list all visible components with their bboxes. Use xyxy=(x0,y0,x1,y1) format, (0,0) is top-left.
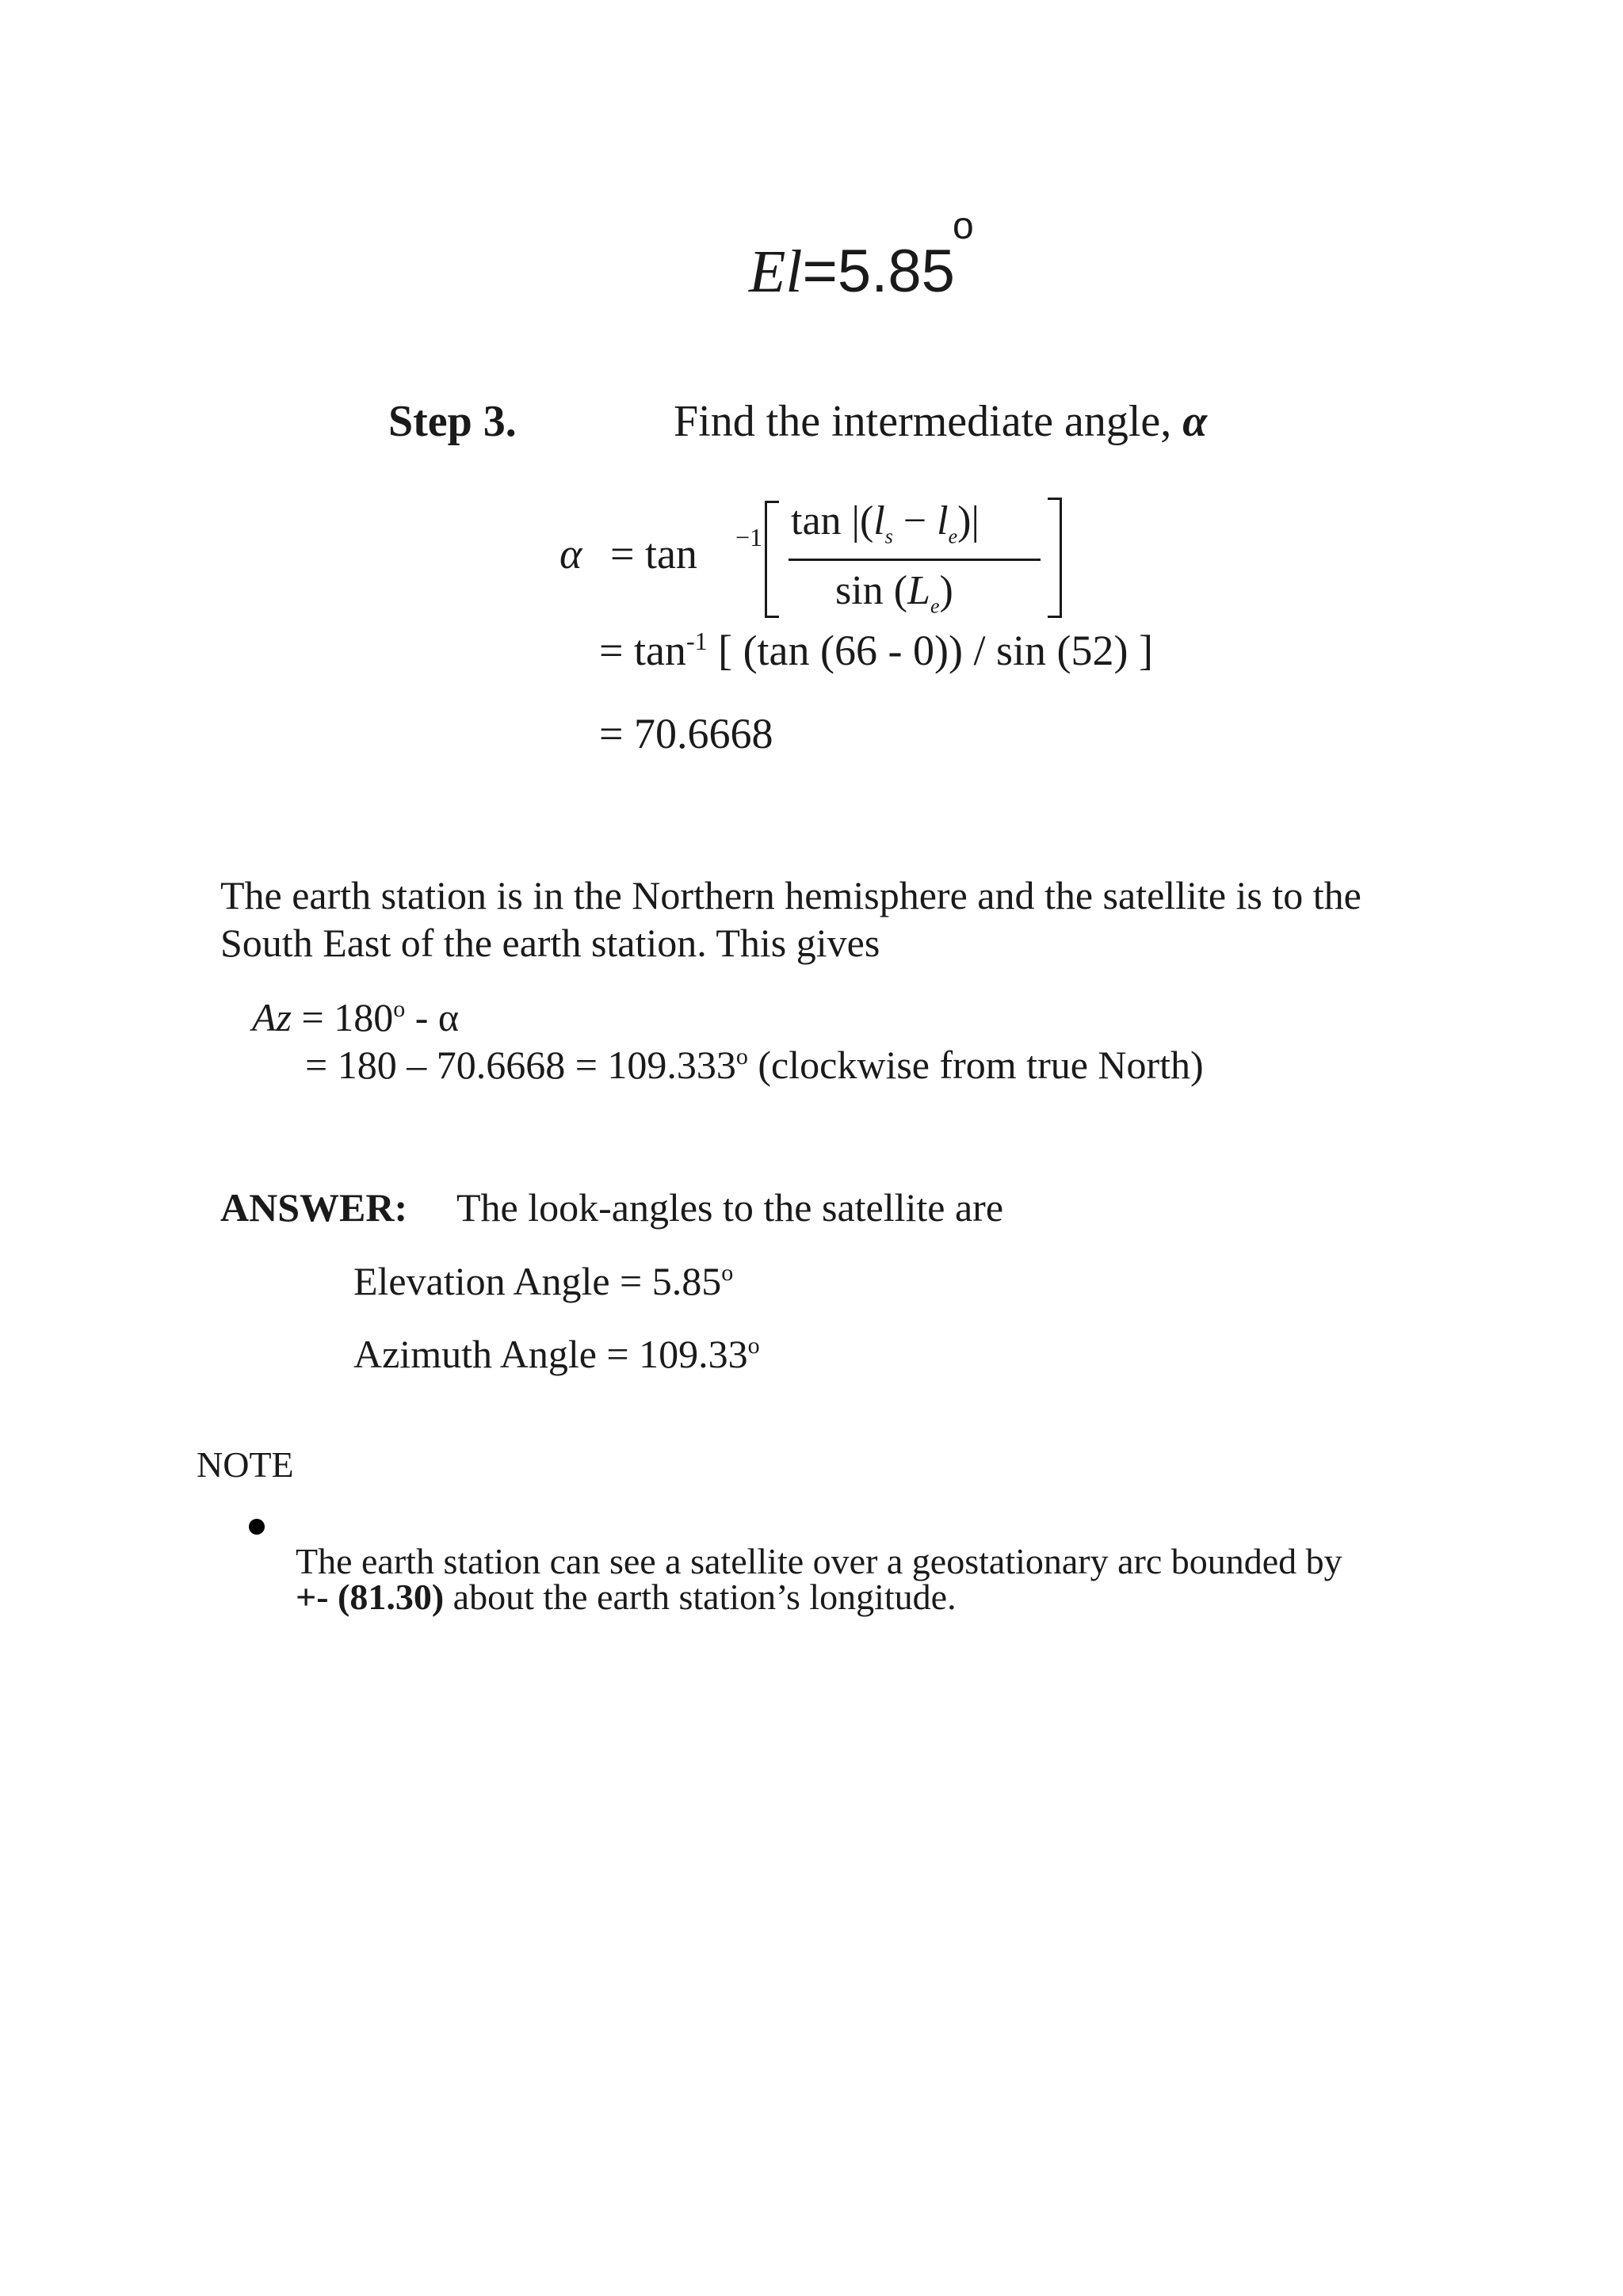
answer-text: The look-angles to the satellite are xyxy=(456,1185,1004,1230)
step-description-text: Find the intermediate angle, xyxy=(674,397,1183,446)
bullet-icon xyxy=(249,1519,265,1535)
step-description xyxy=(674,396,1207,447)
note-heading: NOTE xyxy=(197,1444,294,1485)
right-bracket-vertical xyxy=(1060,498,1062,618)
answer-label: ANSWER: xyxy=(220,1185,408,1230)
left-bracket-bottom xyxy=(765,616,779,618)
formula-lhs: α xyxy=(559,530,582,578)
step-title: Step 3. xyxy=(388,397,517,446)
explanation-paragraph: The earth station is in the Northern hemisphere and the satellite is to the South East of the earth station. This gives xyxy=(220,873,1361,965)
note-line-2: +- (81.30) about the earth station’s longitude. xyxy=(296,1577,957,1617)
left-bracket-vertical xyxy=(765,501,767,618)
azimuth-line-2: = $180 - 70.6668 = 109.333^o$ (clockwise from true North) xyxy=(305,1043,1204,1087)
azimuth-line-1: $Az = 180^o - \alpha$ xyxy=(252,995,460,1039)
azimuth-angle-answer: Azimuth Angle = $109.33^o$ xyxy=(353,1332,760,1376)
calc-line-1: = $\tan^{-1}$ [ (tan (66 - 0)) / sin (52) ] xyxy=(599,627,1153,674)
note-line-1: The earth station can see a satellite over a geostationary arc bounded by xyxy=(296,1541,1342,1581)
left-bracket-top xyxy=(765,501,779,503)
formula-inverse-exponent: −1 xyxy=(735,523,763,551)
right-bracket-bottom xyxy=(1048,616,1062,618)
formula-equals-tan: = tan xyxy=(610,530,697,578)
elevation-var: El xyxy=(749,238,803,305)
elevation-angle-answer: Elevation Angle = $5.85^o$ xyxy=(353,1259,734,1303)
elevation-degree-mark: o xyxy=(953,205,974,247)
calc-line-2: = 70.6668 xyxy=(599,710,773,757)
formula-numerator: $\tan |(l_s - l_e)|$ xyxy=(791,498,980,548)
elevation-equation xyxy=(749,238,955,305)
right-bracket-top xyxy=(1048,498,1062,500)
formula-denominator: $\sin (L_e)$ xyxy=(835,568,953,618)
alpha-symbol: α xyxy=(1182,397,1208,446)
fraction-bar xyxy=(789,559,1041,561)
elevation-value: =5.85 xyxy=(802,238,955,305)
